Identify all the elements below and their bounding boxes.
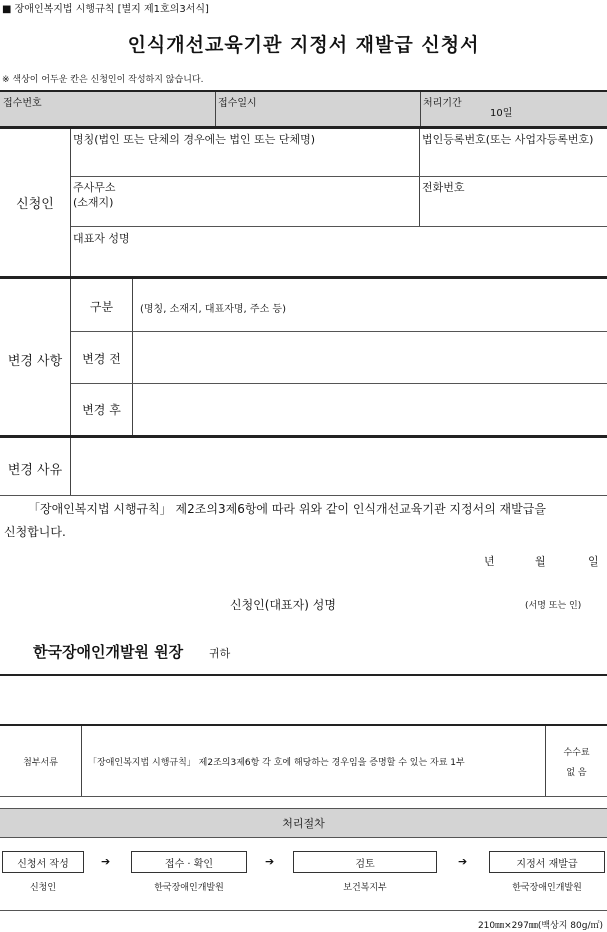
date-month: 월: [535, 555, 546, 568]
arrow-icon: ➔: [265, 855, 275, 868]
date-day: 일: [588, 555, 599, 568]
after-change-label: 변경 후: [82, 403, 121, 417]
fee-label: 수수료: [563, 748, 590, 758]
arrow-icon: ➔: [101, 855, 111, 868]
receipt-date-label: 접수일시: [218, 98, 257, 109]
date-year: 년: [484, 555, 495, 568]
statement-line-2: 신청합니다.: [4, 525, 66, 539]
step-box-receipt: 접수 · 확인: [131, 851, 247, 873]
instruction-note: ※ 색상이 어두운 칸은 신청인이 작성하지 않습니다.: [2, 75, 204, 85]
page-title: 인식개선교육기관 지정서 재발급 신청서: [127, 34, 480, 56]
processing-period-label: 처리기간: [423, 98, 462, 109]
address-sub-label: (소재지): [73, 196, 114, 209]
processing-period-value: 10일: [490, 108, 513, 119]
applicant-section-label: 신청인: [16, 197, 54, 212]
phone-label: 전화번호: [422, 181, 465, 194]
arrow-icon: ➔: [458, 855, 468, 868]
change-type-hint: (명칭, 소재지, 대표자명, 주소 등): [140, 304, 286, 315]
receipt-number-label: 접수번호: [3, 98, 42, 109]
statement-line-1: 「장애인복지법 시행규칙」 제2조의3제6항에 따라 위와 같이 인식개선교육기관 지정서의 재발급을: [28, 502, 546, 516]
recipient-name: 한국장애인개발원 원장: [33, 643, 184, 661]
step-actor-institute-2: 한국장애인개발원: [512, 883, 582, 893]
change-type-label: 구분: [89, 300, 114, 314]
paper-size-note: 210㎜×297㎜(백상지 80g/㎡): [477, 921, 603, 931]
reason-label: 변경 사유: [7, 463, 63, 478]
step-box-submit: 신청서 작성: [2, 851, 84, 873]
recipient-suffix: 귀하: [209, 647, 231, 660]
attachments-label: 첨부서류: [23, 758, 58, 768]
receipt-row: [0, 92, 607, 126]
change-section-label: 변경 사항: [7, 354, 63, 369]
address-label: 주사무소: [73, 181, 116, 194]
registration-number-label: 법인등록번호(또는 사업자등록번호): [422, 133, 594, 146]
attachments-content: 「장애인복지법 시행규칙」 제2조의3제6항 각 호에 해당하는 경우임을 증명할 수 있는 자료 1부: [88, 758, 465, 768]
form-reference: ■ 장애인복지법 시행규칙 [별지 제1호의3서식]: [2, 4, 209, 15]
signature-label: 신청인(대표자) 성명: [230, 598, 336, 612]
before-change-label: 변경 전: [82, 352, 121, 366]
signature-hint: (서명 또는 인): [525, 601, 582, 611]
step-box-reissue: 지정서 재발급: [489, 851, 605, 873]
fee-value: 없 음: [566, 768, 587, 778]
step-actor-applicant: 신청인: [29, 883, 57, 893]
step-actor-ministry: 보건복지부: [343, 883, 387, 893]
step-actor-institute: 한국장애인개발원: [154, 883, 224, 893]
procedure-title: 처리절차: [282, 817, 325, 830]
step-box-review: 검토: [293, 851, 437, 873]
representative-label: 대표자 성명: [73, 232, 130, 245]
applicant-name-label: 명칭(법인 또는 단체의 경우에는 법인 또는 단체명): [73, 133, 316, 146]
